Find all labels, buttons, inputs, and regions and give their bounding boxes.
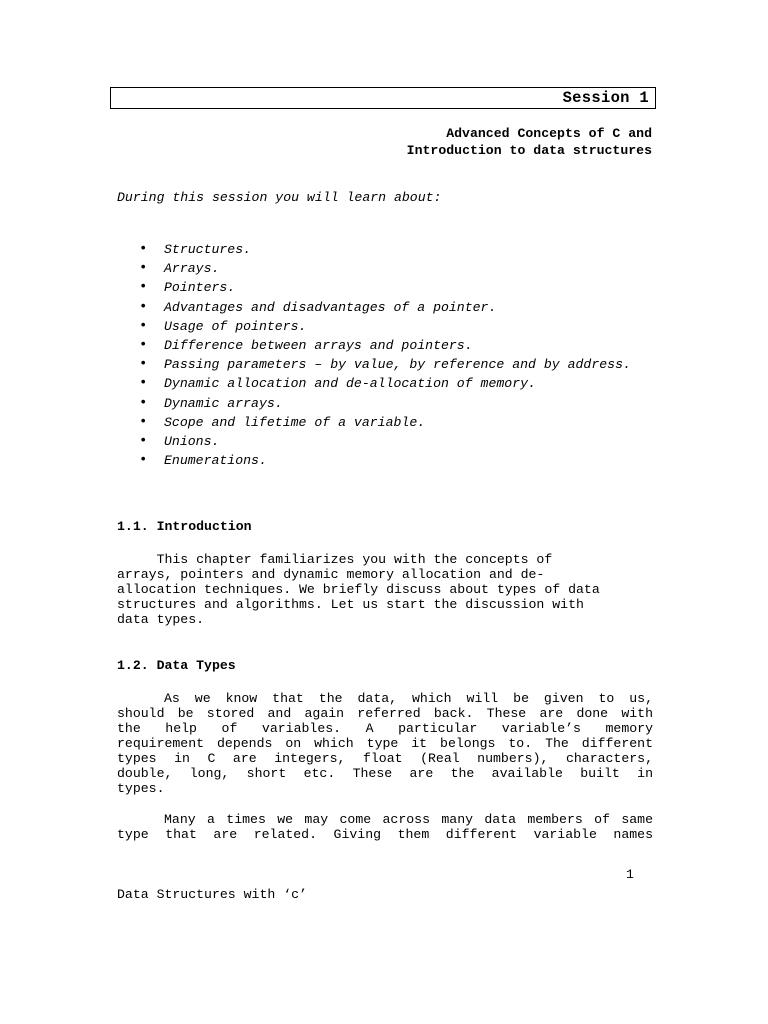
list-item: • Dynamic arrays. xyxy=(139,394,283,411)
topics-list xyxy=(117,242,637,472)
introduction-paragraph: This chapter familiarizes you with the concepts of arrays, pointers and dynamic memory allocation and de- allocation techniques. We briefly discuss about types of data structures and algorithms. Let us start the discussion with data types. xyxy=(117,552,600,627)
list-item: • Scope and lifetime of a variable. xyxy=(139,413,426,430)
list-item: • Difference between arrays and pointers. xyxy=(139,336,473,353)
bullet-icon: • xyxy=(139,356,148,373)
session-intro: During this session you will learn about: xyxy=(117,190,442,205)
list-item: • Dynamic allocation and de-allocation of memory. xyxy=(139,375,536,392)
bullet-icon: • xyxy=(139,452,148,469)
bullet-icon: • xyxy=(139,317,148,334)
session-banner xyxy=(110,87,656,109)
footer-book-title: Data Structures with ‘c’ xyxy=(117,887,307,902)
bullet-icon: • xyxy=(139,394,148,411)
list-item: • Advantages and disadvantages of a pointer. xyxy=(139,298,497,315)
data-types-paragraph-2: Many a times we may come across many data members of same type that are related. Giving them different variable names xyxy=(117,812,653,842)
bullet-icon: • xyxy=(139,241,148,257)
chapter-title-line-2: Introduction to data structures xyxy=(406,143,652,158)
bullet-icon: • xyxy=(139,336,148,353)
bullet-icon: • xyxy=(139,298,148,315)
page-number: 1 xyxy=(626,867,634,882)
bullet-icon: • xyxy=(139,260,148,277)
list-item: • Usage of pointers. xyxy=(139,317,307,334)
list-item: • Unions. xyxy=(139,432,220,449)
list-item: • Arrays. xyxy=(139,260,220,277)
bullet-icon: • xyxy=(139,432,148,449)
bullet-icon: • xyxy=(139,413,148,430)
bullet-icon: • xyxy=(139,375,148,392)
list-item: • Pointers. xyxy=(139,279,236,296)
list-item: • Passing parameters – by value, by reference and by address. xyxy=(139,356,631,373)
bullet-icon: • xyxy=(139,279,148,296)
section-heading-introduction: 1.1. Introduction xyxy=(117,519,252,534)
chapter-title-line-1: Advanced Concepts of C and xyxy=(446,126,652,141)
list-item: • Structures. xyxy=(139,241,252,257)
session-label: Session 1 xyxy=(562,89,649,107)
list-item: • Enumerations. xyxy=(139,452,267,469)
section-heading-data-types: 1.2. Data Types xyxy=(117,658,236,673)
data-types-paragraph-1: As we know that the data, which will be given to us, should be stored and again referred back. These are done with the help of variables. A particular variable’s memory requirement depends on which type it belongs to. The different types in C are integers, float (Real numbers), characters, double, long, short etc. These are the available built in types. xyxy=(117,691,653,796)
